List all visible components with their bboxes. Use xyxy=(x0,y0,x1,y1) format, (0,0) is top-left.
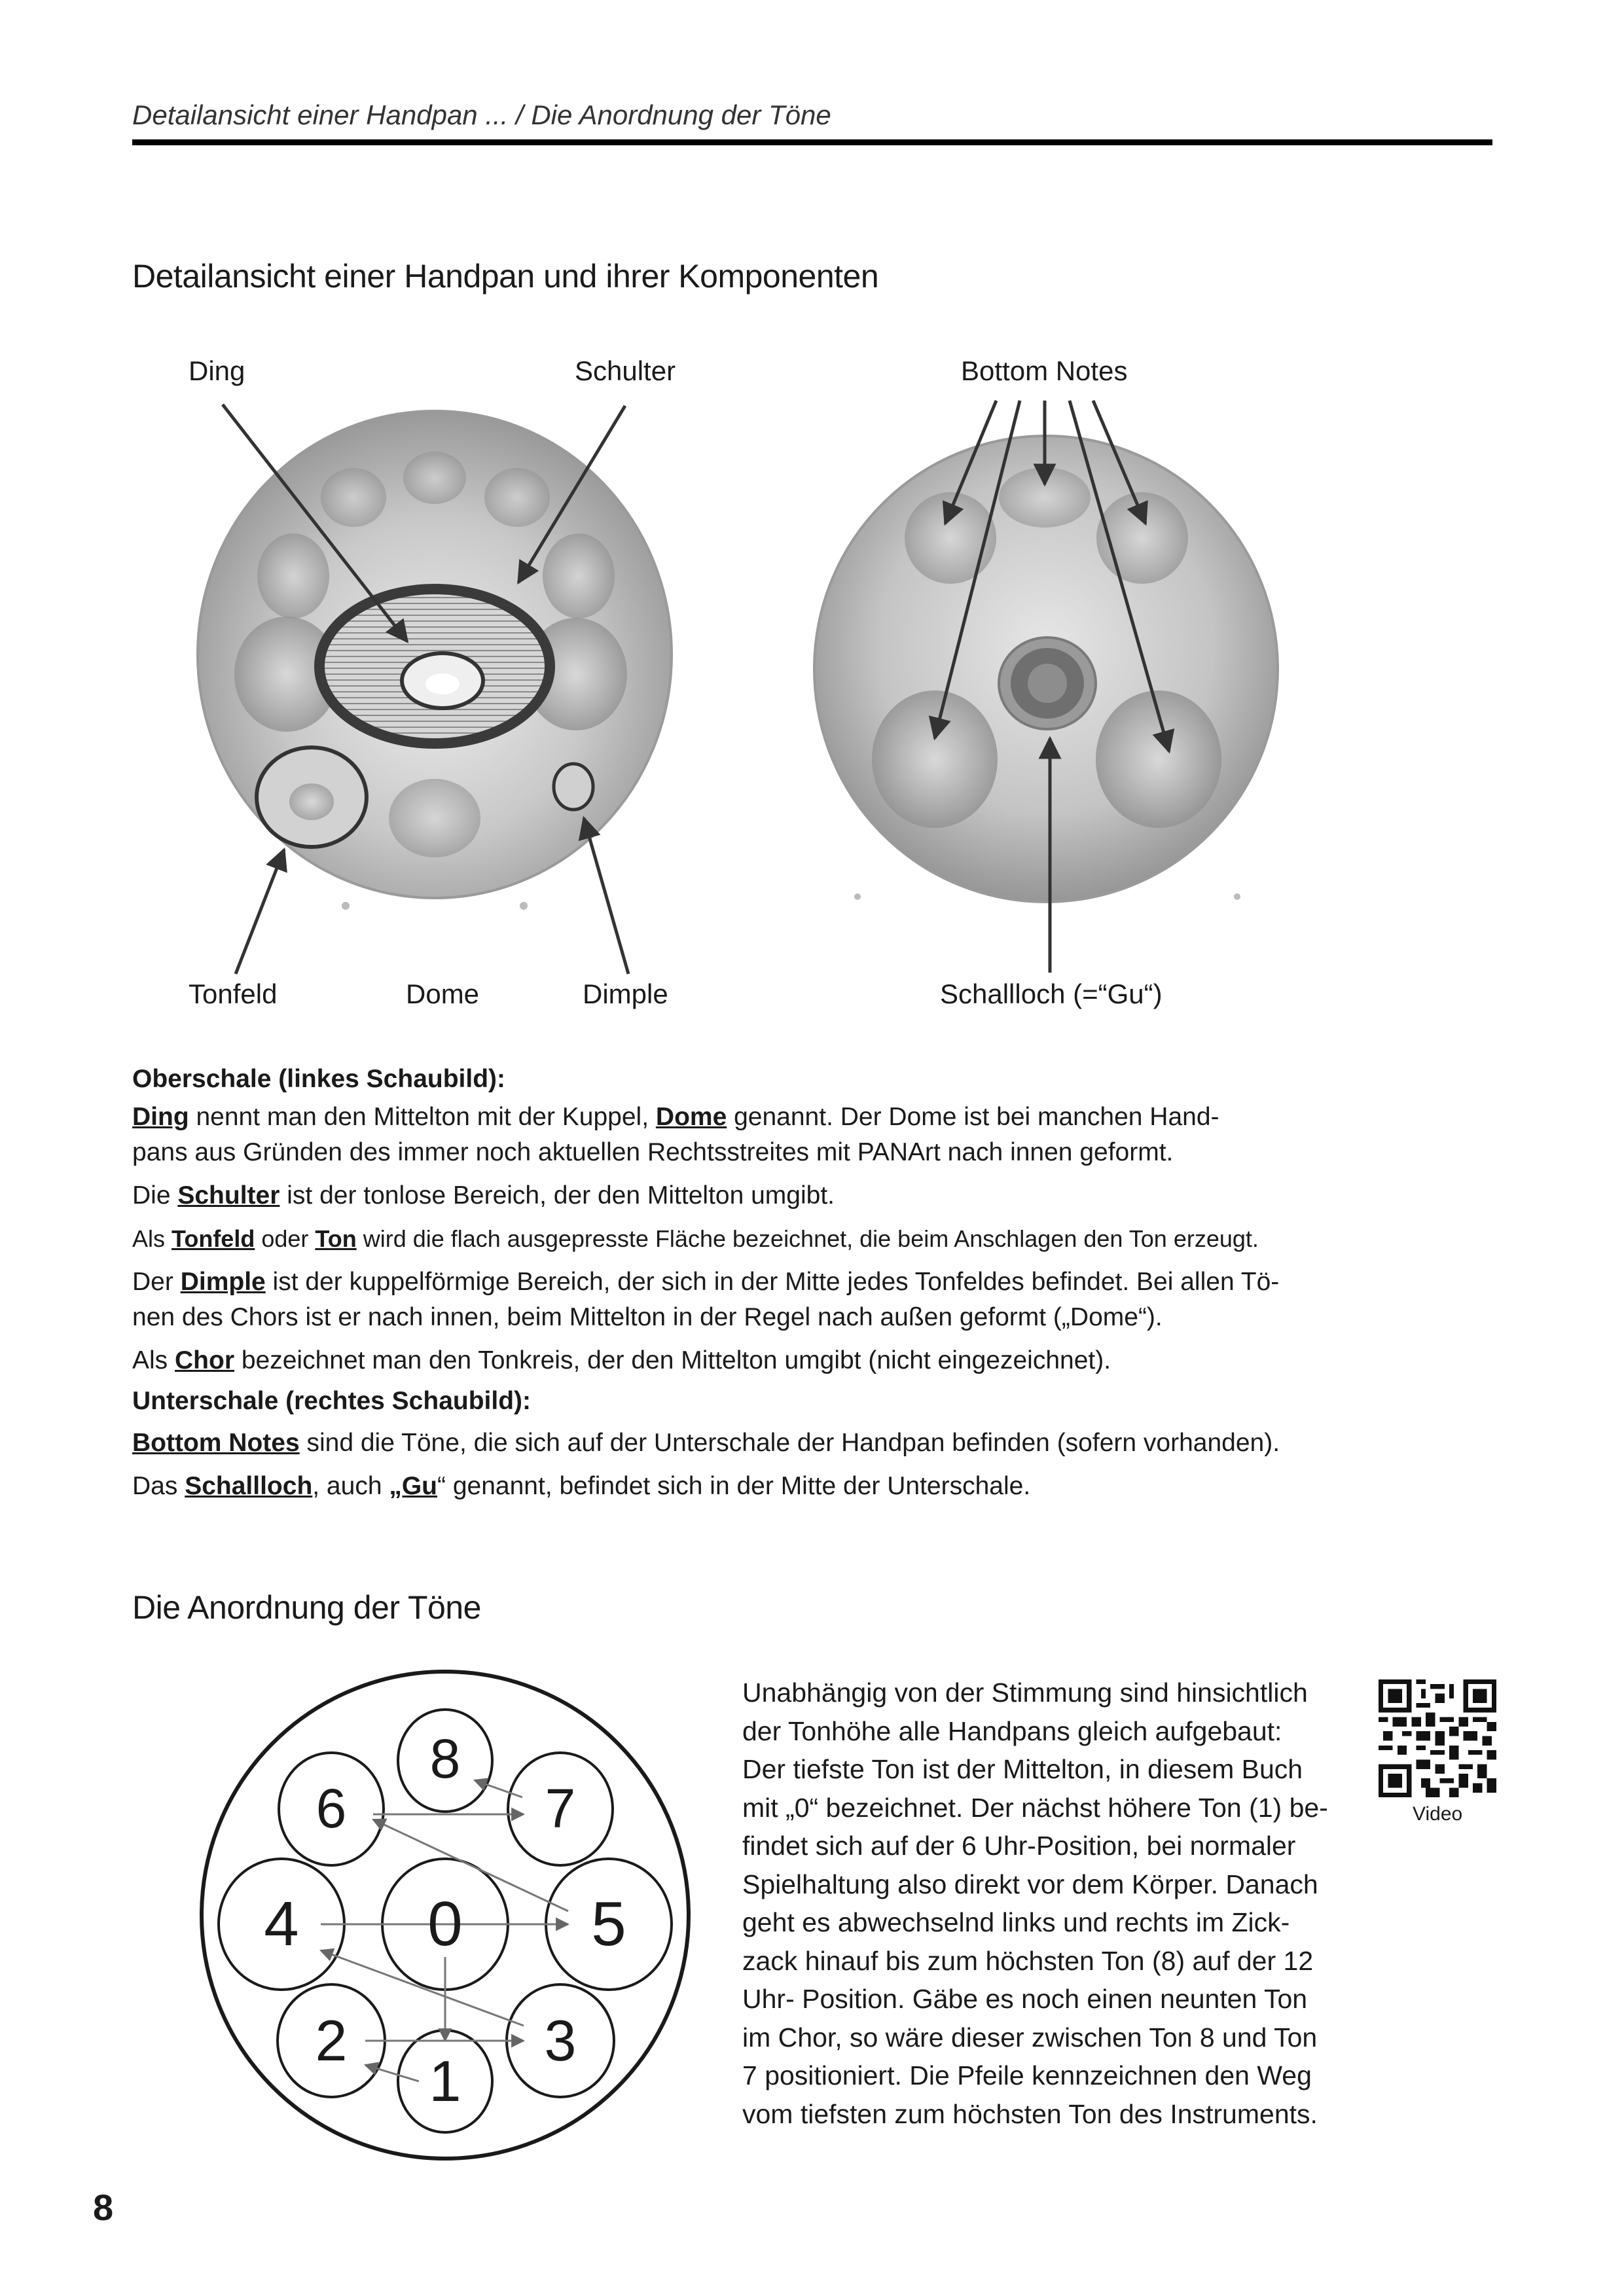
text-span: bezeichnet man den Tonkreis, der den Mittelton umgibt (nicht eingezeichnet). xyxy=(234,1346,1111,1374)
term-gu: „Gu xyxy=(389,1472,438,1500)
section-title-arrangement: Die Anordnung der Töne xyxy=(132,1589,481,1626)
text-line: 7 positioniert. Die Pfeile kennzeichnen den Weg xyxy=(742,2060,1312,2090)
unterschale-heading: Unterschale (rechtes Schaubild): xyxy=(132,1387,531,1415)
note-number-3: 3 xyxy=(544,2008,577,2073)
term-ton: Ton xyxy=(315,1225,357,1252)
text-span: nennt man den Mittelton mit der Kuppel, xyxy=(189,1103,656,1131)
handpan-bottom-shell xyxy=(814,436,1278,902)
text-span: sind die Töne, die sich auf der Unterschale der Handpan befinden (sofern vorhanden). xyxy=(299,1429,1280,1457)
label-schulter: Schulter xyxy=(575,355,676,386)
term-chor: Chor xyxy=(175,1346,235,1374)
paragraph-schallloch xyxy=(132,1467,1402,1505)
text-line: im Chor, so wäre dieser zwischen Ton 8 und Ton xyxy=(742,2022,1318,2053)
text-span: genannt. Der Dome ist bei manchen Hand- xyxy=(727,1103,1219,1131)
text-span: Das xyxy=(132,1472,185,1500)
text-line: vom tiefsten zum höchsten Ton des Instruments. xyxy=(742,2098,1318,2129)
note-number-6: 6 xyxy=(316,1778,347,1839)
term-bottom-notes: Bottom Notes xyxy=(132,1429,300,1457)
arrangement-text xyxy=(742,1674,1371,2133)
note-number-5: 5 xyxy=(591,1889,626,1959)
text-line: Der tiefste Ton ist der Mittelton, in diesem Buch xyxy=(742,1754,1303,1784)
text-line: Unabhängig von der Stimmung sind hinsichtlich xyxy=(742,1677,1308,1708)
qr-code-icon[interactable] xyxy=(1379,1679,1496,1797)
label-schallloch: Schallloch (=“Gu“) xyxy=(940,978,1163,1009)
note-number-0: 0 xyxy=(427,1889,463,1959)
text-span: ist der kuppelförmige Bereich, der sich in der Mitte jedes Tonfeldes befindet. Bei allen Tö- xyxy=(265,1268,1280,1296)
text-line: geht es abwechselnd links und rechts im Zick- xyxy=(742,1907,1290,1937)
text-span: Die xyxy=(132,1181,178,1210)
description-text xyxy=(132,1060,1402,1505)
term-schulter: Schulter xyxy=(177,1181,280,1210)
text-line: Uhr- Position. Gäbe es noch einen neunten Ton xyxy=(742,1984,1308,2014)
text-line: mit „0“ bezeichnet. Der nächst höhere Ton (1) be- xyxy=(742,1792,1328,1823)
running-head: Detailansicht einer Handpan ... / Die Anordnung der Töne xyxy=(132,99,831,130)
term-tonfeld: Tonfeld xyxy=(171,1225,255,1252)
paragraph-chor xyxy=(132,1342,1402,1380)
text-span: “ genannt, befindet sich in der Mitte der Unterschale. xyxy=(437,1472,1031,1500)
note-number-8: 8 xyxy=(429,1728,461,1789)
term-schallloch: Schallloch xyxy=(185,1472,313,1500)
text-span: wird die flach ausgepresste Fläche bezeichnet, die beim Anschlagen den Ton erzeugt. xyxy=(356,1225,1259,1252)
text-span: , auch xyxy=(312,1472,389,1500)
term-dome: Dome xyxy=(655,1103,727,1131)
note-number-4: 4 xyxy=(264,1889,299,1959)
note-number-2: 2 xyxy=(315,2008,348,2073)
paragraph-dimple xyxy=(132,1263,1402,1301)
label-bottom-notes: Bottom Notes xyxy=(961,355,1128,386)
note-number-1: 1 xyxy=(429,2049,461,2113)
text-span: Als xyxy=(132,1346,175,1374)
paragraph-ding-cont: pans aus Gründen des immer noch aktuellen Rechtsstreites mit PANArt nach innen geformt. xyxy=(132,1138,1174,1166)
paragraph-ding xyxy=(132,1098,1402,1136)
text-line: Spielhaltung also direkt vor dem Körper. Danach xyxy=(742,1869,1318,1899)
oberschale-heading: Oberschale (linkes Schaubild): xyxy=(132,1065,505,1093)
text-span: Als xyxy=(132,1225,172,1252)
text-line: zack hinauf bis zum höchsten Ton (8) auf der 12 xyxy=(742,1945,1314,1976)
label-dome: Dome xyxy=(406,978,480,1009)
qr-caption: Video xyxy=(1413,1803,1463,1825)
text-line: der Tonhöhe alle Handpans gleich aufgebaut: xyxy=(742,1715,1282,1746)
handpan-illustrations xyxy=(0,0,1624,1047)
label-tonfeld: Tonfeld xyxy=(189,978,278,1009)
page-number: 8 xyxy=(93,2187,114,2228)
paragraph-tonfeld xyxy=(132,1220,1402,1258)
paragraph-dimple-cont: nen des Chors ist er nach innen, beim Mittelton in der Regel nach außen geformt („Dome“). xyxy=(132,1303,1163,1331)
text-span: Der xyxy=(132,1268,181,1296)
label-ding: Ding xyxy=(189,355,245,386)
text-span: ist der tonlose Bereich, der den Mittelton umgibt. xyxy=(280,1181,835,1210)
note-number-7: 7 xyxy=(545,1778,576,1839)
term-dimple: Dimple xyxy=(180,1268,266,1296)
section-title-detail: Detailansicht einer Handpan und ihrer Komponenten xyxy=(132,258,879,295)
paragraph-bottom-notes xyxy=(132,1424,1402,1462)
label-dimple: Dimple xyxy=(583,978,668,1009)
text-span: oder xyxy=(255,1225,316,1252)
paragraph-schulter xyxy=(132,1177,1402,1215)
term-ding: Ding xyxy=(132,1103,189,1131)
text-line: findet sich auf der 6 Uhr-Position, bei normaler xyxy=(742,1831,1296,1861)
handpan-top-shell xyxy=(198,411,672,910)
note-arrangement-diagram xyxy=(196,1662,720,2173)
